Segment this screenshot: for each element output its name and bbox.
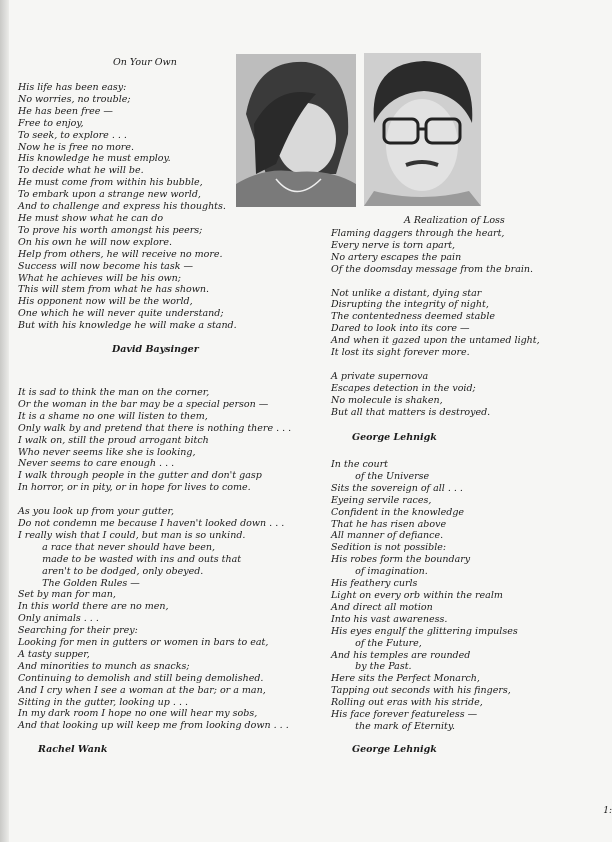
poem-line: His feathery curls bbox=[331, 578, 418, 590]
poem-line: He must show what he can do bbox=[18, 212, 164, 224]
poem-line: of the Universe bbox=[331, 470, 430, 482]
poem-line: aren't to be dodged, only obeyed. bbox=[18, 565, 204, 577]
poem-line: As you look up from your gutter, bbox=[18, 506, 174, 518]
poem-line: by the Past. bbox=[331, 661, 412, 673]
poem-line: His eyes engulf the glittering impulses bbox=[331, 625, 518, 637]
poem-line: Tapping out seconds with his fingers, bbox=[331, 685, 511, 697]
portrait-photo-girl bbox=[236, 54, 356, 207]
poem-court-body bbox=[331, 459, 518, 733]
page-binding-edge bbox=[0, 0, 9, 842]
poem-line: Or the woman in the bar may be a special person — bbox=[18, 398, 269, 410]
poem-line bbox=[18, 494, 291, 506]
poem-line: Sitting in the gutter, looking up . . . bbox=[18, 696, 188, 708]
poem-line: Disrupting the integrity of night, bbox=[331, 299, 489, 311]
poem-line: Continuing to demolish and still being demolished. bbox=[18, 672, 264, 684]
poem-title-realization-of-loss: A Realization of Loss bbox=[404, 215, 505, 226]
poem-line: In my dark room I hope no one will hear my sobs, bbox=[18, 708, 258, 720]
poem-line: Do not condemn me because I haven't looked down . . . bbox=[18, 517, 285, 529]
poem-line: Only animals . . . bbox=[18, 613, 99, 625]
poem-line: And his temples are rounded bbox=[331, 649, 471, 661]
poem-line: And minorities to munch as snacks; bbox=[18, 660, 190, 672]
poem-line: Only walk by and pretend that there is nothing there . . . bbox=[18, 422, 292, 434]
poem-line: His face forever featureless — bbox=[331, 709, 478, 721]
poem-line: In this world there are no men, bbox=[18, 601, 169, 613]
poem-author-george-lehnigk-2: George Lehnigk bbox=[352, 744, 437, 755]
poem-line: Free to enjoy, bbox=[18, 117, 84, 129]
poem-line: Light on every orb within the realm bbox=[331, 589, 503, 601]
poem-line: And direct all motion bbox=[331, 601, 433, 613]
poem-line: To decide what he will be. bbox=[18, 165, 144, 177]
poem-line: made to be wasted with ins and outs that bbox=[18, 553, 242, 565]
poem-line: A private supernova bbox=[331, 370, 429, 382]
poem-line: I walk through people in the gutter and don't gasp bbox=[18, 470, 262, 482]
poem-line: But all that matters is destroyed. bbox=[331, 406, 491, 418]
poem-line: of the Future, bbox=[331, 637, 422, 649]
poem-line: I walk on, still the proud arrogant bitch bbox=[18, 434, 209, 446]
poem-line: A tasty supper, bbox=[18, 648, 90, 660]
poem-line: To seek, to explore . . . bbox=[18, 129, 127, 141]
poem-line: a race that never should have been, bbox=[18, 541, 215, 553]
poem-realization-body bbox=[331, 228, 540, 419]
poem-line: To prove his worth amongst his peers; bbox=[18, 224, 203, 236]
poem-line: And to challenge and express his thoughts. bbox=[18, 201, 226, 213]
page-number: 1: bbox=[603, 806, 612, 816]
poem-line: But with his knowledge he will make a stand. bbox=[18, 320, 237, 332]
poem-line: Here sits the Perfect Monarch, bbox=[331, 673, 480, 685]
poem-line: To embark upon a strange new world, bbox=[18, 189, 201, 201]
poem-line: Of the doomsday message from the brain. bbox=[331, 263, 534, 275]
poem-line: Eyeing servile races, bbox=[331, 494, 432, 506]
poem-line: Help from others, he will receive no more. bbox=[18, 248, 223, 260]
poem-line: His robes form the boundary bbox=[331, 554, 471, 566]
poem-line: the mark of Eternity. bbox=[331, 720, 455, 732]
poem-line: And when it gazed upon the untamed light, bbox=[331, 335, 540, 347]
poem-line: On his own he will now explore. bbox=[18, 236, 172, 248]
poem-line: Into his vast awareness. bbox=[331, 613, 448, 625]
poem-line: No artery escapes the pain bbox=[331, 251, 462, 263]
poem-line: His knowledge he must employ. bbox=[18, 153, 171, 165]
poem-title-on-your-own: On Your Own bbox=[113, 57, 177, 68]
poem-line: Who never seems like she is looking, bbox=[18, 446, 196, 458]
portrait-photo-boy bbox=[364, 53, 481, 206]
poem-line: of imagination. bbox=[331, 566, 428, 578]
poem-line: Rolling out eras with his stride, bbox=[331, 697, 483, 709]
poem-author-rachel-wank: Rachel Wank bbox=[38, 744, 108, 755]
poem-line: He has been free — bbox=[18, 105, 113, 117]
poem-line bbox=[331, 359, 540, 371]
poem-line: The Golden Rules — bbox=[18, 577, 140, 589]
poem-line: This will stem from what he has shown. bbox=[18, 284, 209, 296]
poem-line: Escapes detection in the void; bbox=[331, 382, 476, 394]
poem-line: Sedition is not possible: bbox=[331, 542, 447, 554]
poem-line: Every nerve is torn apart, bbox=[331, 239, 456, 251]
poem-line: Now he is free no more. bbox=[18, 141, 134, 153]
poem-line: And I cry when I see a woman at the bar; or a man, bbox=[18, 684, 266, 696]
poem-line: Set by man for man, bbox=[18, 589, 116, 601]
poem-gutter-body bbox=[18, 387, 291, 732]
poem-line: No worries, no trouble; bbox=[18, 93, 131, 105]
poem-line: Dared to look into its core — bbox=[331, 323, 470, 335]
poem-line: It lost its sight forever more. bbox=[331, 347, 470, 359]
poem-on-your-own-body bbox=[18, 82, 237, 332]
poem-line: One which he will never quite understand; bbox=[18, 308, 224, 320]
poem-line: What he achieves will be his own; bbox=[18, 272, 182, 284]
poem-line bbox=[331, 276, 540, 288]
poem-line: Success will now become his task — bbox=[18, 260, 193, 272]
poem-line: And that looking up will keep me from looking down . . . bbox=[18, 720, 289, 732]
poem-author-david-baysinger: David Baysinger bbox=[112, 344, 199, 355]
poem-line: Looking for men in gutters or women in bars to eat, bbox=[18, 637, 269, 649]
poem-line: It is sad to think the man on the corner, bbox=[18, 387, 210, 398]
poem-line: He must come from within his bubble, bbox=[18, 177, 203, 189]
poem-line: His life has been easy: bbox=[18, 82, 127, 93]
poem-line: No molecule is shaken, bbox=[331, 394, 443, 406]
poem-line: Not unlike a distant, dying star bbox=[331, 287, 482, 299]
poem-line: Searching for their prey: bbox=[18, 625, 138, 637]
poem-line: It is a shame no one will listen to them, bbox=[18, 410, 208, 422]
poem-line: His opponent now will be the world, bbox=[18, 296, 193, 308]
poem-line: In the court bbox=[331, 459, 388, 470]
poem-line: I really wish that I could, but man is so unkind. bbox=[18, 529, 246, 541]
poem-line: That he has risen above bbox=[331, 518, 447, 530]
poem-author-george-lehnigk-1: George Lehnigk bbox=[352, 432, 437, 443]
poem-line: Confident in the knowledge bbox=[331, 506, 465, 518]
poem-line: All manner of defiance. bbox=[331, 530, 444, 542]
poem-line: The contentedness deemed stable bbox=[331, 311, 496, 323]
poem-line: Never seems to care enough . . . bbox=[18, 458, 175, 470]
poem-line: In horror, or in pity, or in hope for lives to come. bbox=[18, 482, 251, 494]
poem-line: Flaming daggers through the heart, bbox=[331, 228, 505, 239]
poem-line: Sits the sovereign of all . . . bbox=[331, 482, 463, 494]
